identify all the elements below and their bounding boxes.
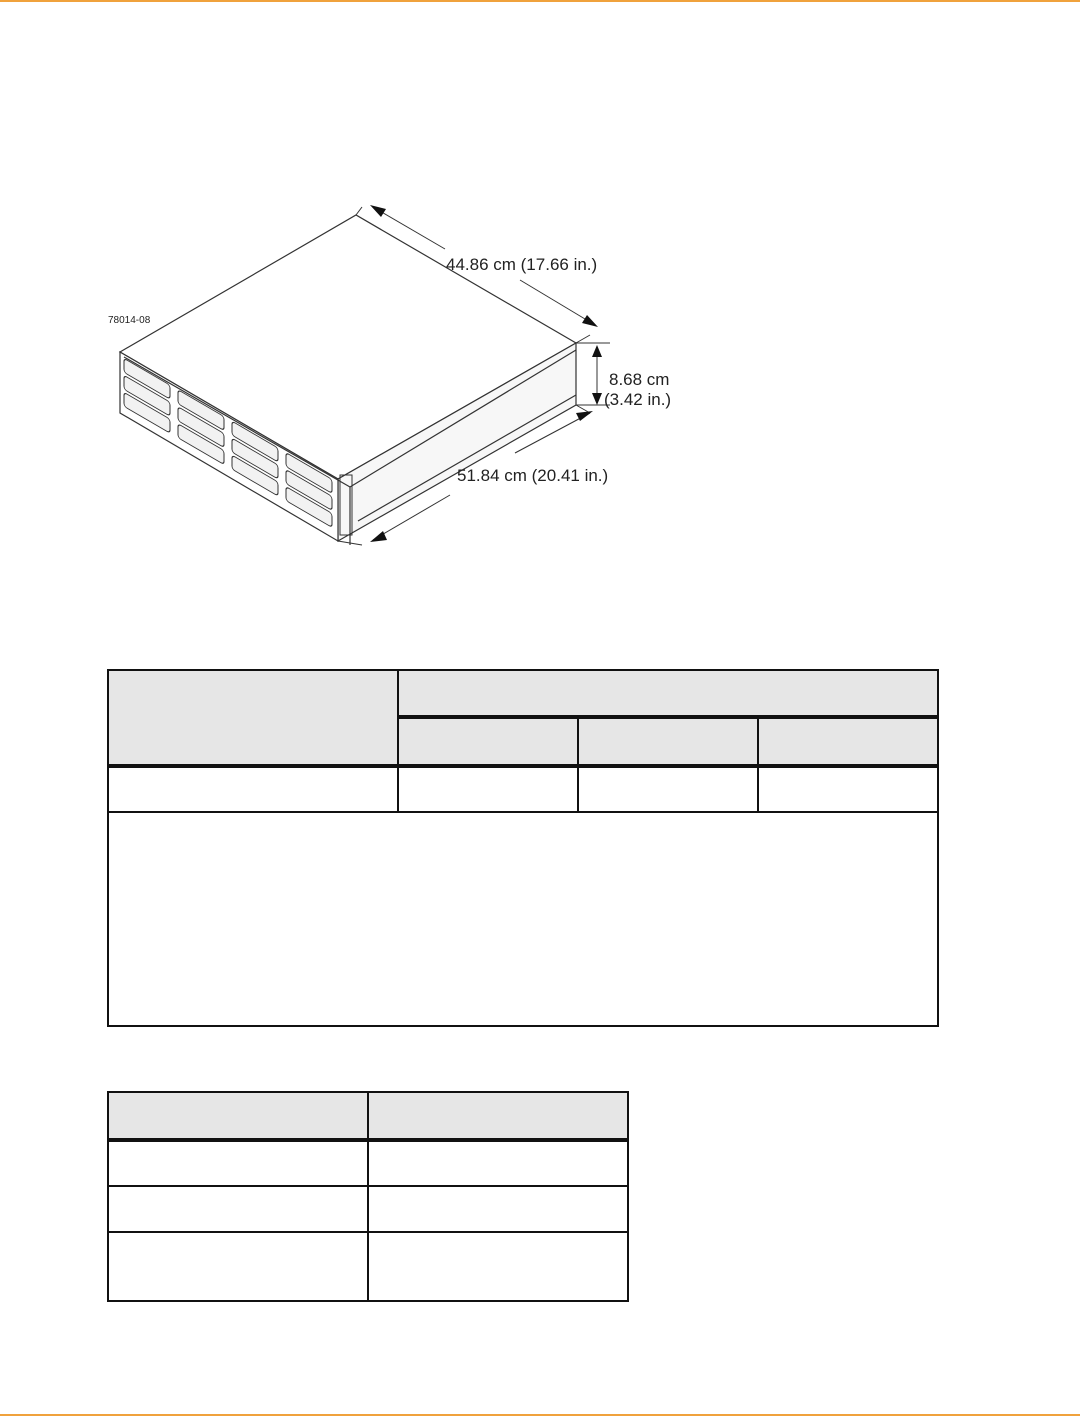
table1-subheader (578, 717, 758, 766)
table-row (108, 1232, 628, 1301)
height-dimension-cm-label: 8.68 cm (609, 370, 670, 389)
width-dimension-label: 51.84 cm (20.41 in.) (457, 466, 609, 485)
table-cell (578, 766, 758, 812)
height-dimension-in-label: (3.42 in.) (604, 390, 672, 409)
bottom-accent-rule (0, 1414, 1080, 1416)
table-note-row (108, 812, 938, 1026)
table-cell (368, 1232, 628, 1301)
table-row (108, 1140, 628, 1186)
table1-note (108, 812, 938, 1026)
table-cell (108, 1140, 368, 1186)
table-cell (398, 766, 578, 812)
table1-subheader (758, 717, 938, 766)
table-cell (368, 1186, 628, 1232)
figure-id-label: 78014-08 (108, 315, 151, 326)
table2-header (368, 1092, 628, 1140)
table-cell (368, 1140, 628, 1186)
table-cell (758, 766, 938, 812)
depth-dimension-label: 44.86 cm (17.66 in.) (446, 255, 598, 274)
enclosure-dimensions-figure (100, 185, 700, 555)
weights-table (107, 1091, 629, 1302)
dimensions-table (107, 669, 939, 1027)
table-row (108, 1186, 628, 1232)
table2-header (108, 1092, 368, 1140)
table1-subheader (398, 717, 578, 766)
table-cell (108, 766, 398, 812)
table-cell (108, 1186, 368, 1232)
top-accent-rule (0, 0, 1080, 2)
table1-header-group (398, 670, 938, 717)
table1-header-left (108, 670, 398, 766)
table-row (108, 766, 938, 812)
table-cell (108, 1232, 368, 1301)
